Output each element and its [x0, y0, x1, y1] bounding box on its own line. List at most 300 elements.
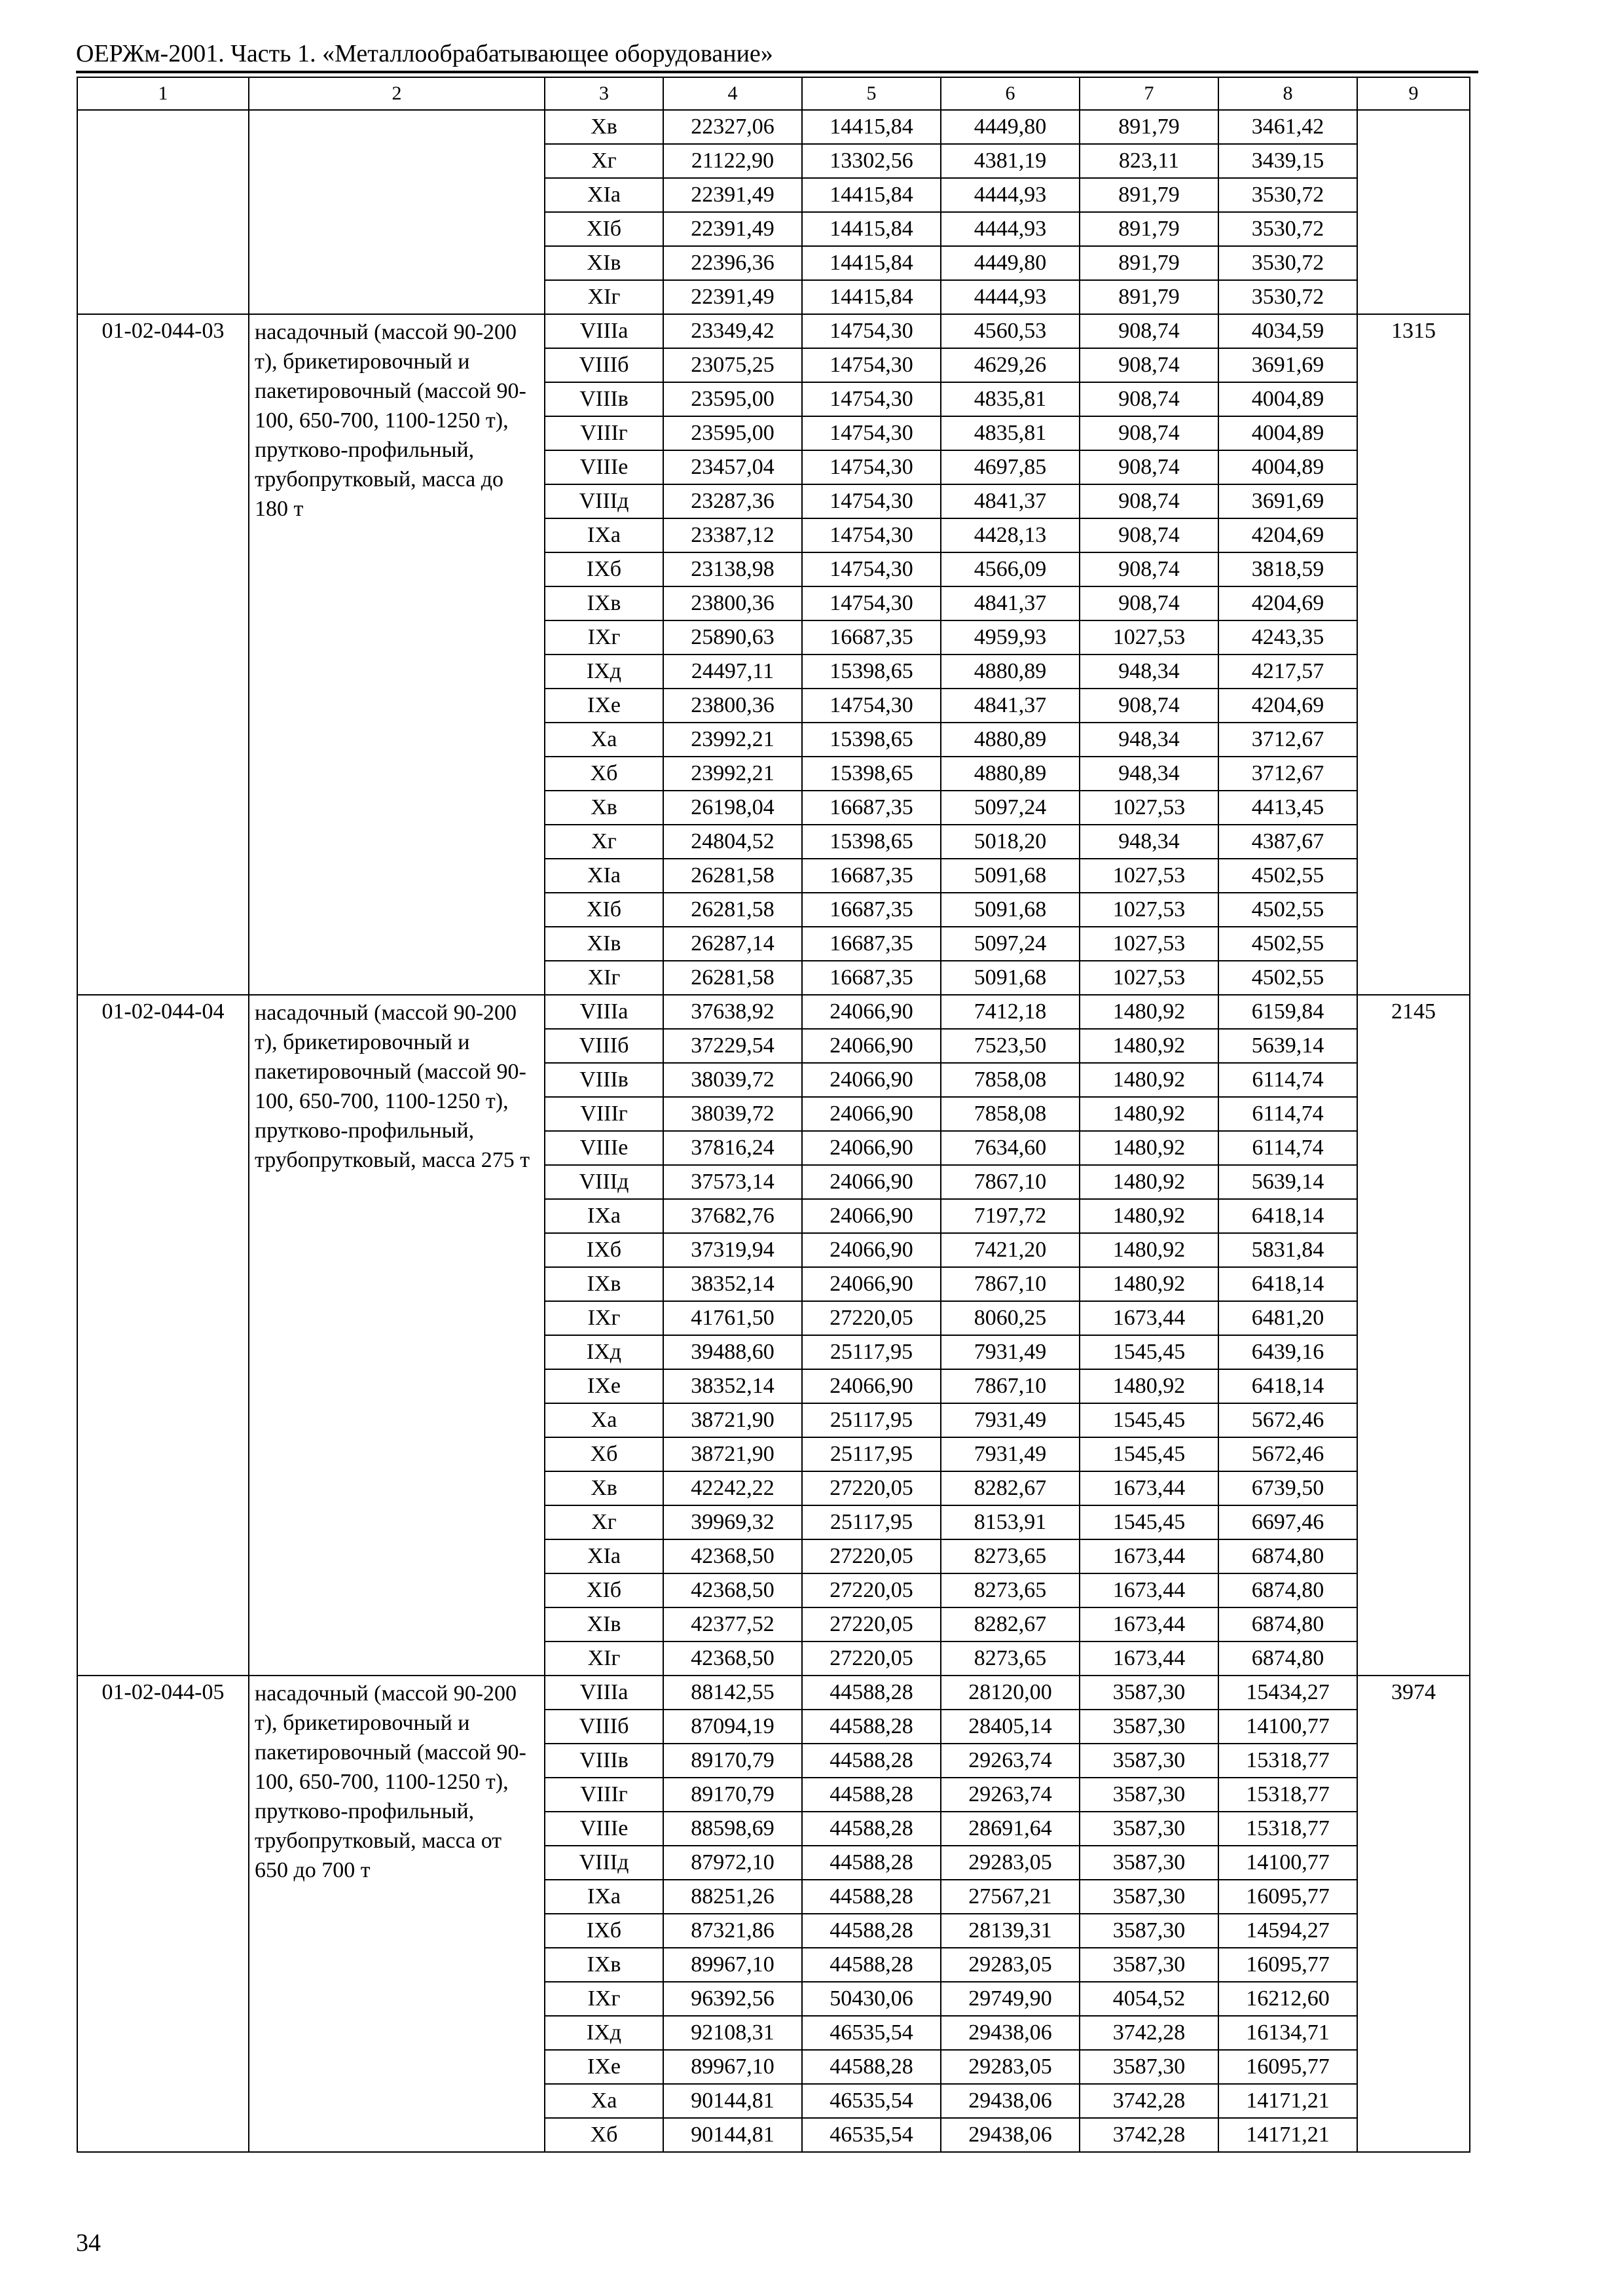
table-row	[77, 314, 1470, 348]
value-cell: 27220,05	[802, 1539, 941, 1573]
value-cell: 5091,68	[941, 893, 1080, 927]
value-cell: 1673,44	[1080, 1573, 1218, 1607]
zone-cell: Xг	[545, 144, 663, 178]
value-cell: 5639,14	[1218, 1165, 1357, 1199]
value-cell: 908,74	[1080, 586, 1218, 620]
value-cell: 16095,77	[1218, 2050, 1357, 2084]
rate-code	[77, 110, 249, 314]
col9-value: 2145	[1357, 995, 1470, 1676]
value-cell: 44588,28	[802, 1676, 941, 1710]
value-cell: 3530,72	[1218, 212, 1357, 246]
value-cell: 46535,54	[802, 2084, 941, 2118]
value-cell: 3742,28	[1080, 2118, 1218, 2152]
value-cell: 4204,69	[1218, 586, 1357, 620]
value-cell: 891,79	[1080, 246, 1218, 280]
value-cell: 1480,92	[1080, 1131, 1218, 1165]
value-cell: 6874,80	[1218, 1641, 1357, 1676]
value-cell: 6481,20	[1218, 1301, 1357, 1335]
value-cell: 8273,65	[941, 1573, 1080, 1607]
value-cell: 4841,37	[941, 586, 1080, 620]
value-cell: 42377,52	[663, 1607, 802, 1641]
value-cell: 948,34	[1080, 825, 1218, 859]
value-cell: 4502,55	[1218, 927, 1357, 961]
value-cell: 3587,30	[1080, 1812, 1218, 1846]
value-cell: 96392,56	[663, 1982, 802, 2016]
value-cell: 27220,05	[802, 1607, 941, 1641]
value-cell: 3461,42	[1218, 110, 1357, 144]
value-cell: 6874,80	[1218, 1573, 1357, 1607]
zone-cell: IXа	[545, 1880, 663, 1914]
value-cell: 14754,30	[802, 518, 941, 552]
value-cell: 14754,30	[802, 484, 941, 518]
value-cell: 22396,36	[663, 246, 802, 280]
value-cell: 16687,35	[802, 791, 941, 825]
value-cell: 14415,84	[802, 280, 941, 314]
zone-cell: XIв	[545, 246, 663, 280]
value-cell: 6418,14	[1218, 1199, 1357, 1233]
column-number: 4	[663, 77, 802, 110]
value-cell: 16687,35	[802, 927, 941, 961]
value-cell: 4428,13	[941, 518, 1080, 552]
value-cell: 29283,05	[941, 1846, 1080, 1880]
column-number: 8	[1218, 77, 1357, 110]
column-number: 1	[77, 77, 249, 110]
value-cell: 7858,08	[941, 1097, 1080, 1131]
value-cell: 3587,30	[1080, 1846, 1218, 1880]
value-cell: 4502,55	[1218, 893, 1357, 927]
value-cell: 823,11	[1080, 144, 1218, 178]
value-cell: 44588,28	[802, 1778, 941, 1812]
value-cell: 1480,92	[1080, 1063, 1218, 1097]
value-cell: 15398,65	[802, 655, 941, 689]
value-cell: 38039,72	[663, 1063, 802, 1097]
value-cell: 7858,08	[941, 1063, 1080, 1097]
value-cell: 26281,58	[663, 961, 802, 995]
zone-cell: VIIIв	[545, 382, 663, 416]
value-cell: 7523,50	[941, 1029, 1080, 1063]
column-number: 6	[941, 77, 1080, 110]
zone-cell: VIIIе	[545, 1131, 663, 1165]
value-cell: 7867,10	[941, 1369, 1080, 1403]
value-cell: 26198,04	[663, 791, 802, 825]
value-cell: 3587,30	[1080, 1744, 1218, 1778]
value-cell: 29438,06	[941, 2118, 1080, 2152]
value-cell: 8282,67	[941, 1607, 1080, 1641]
value-cell: 28139,31	[941, 1914, 1080, 1948]
zone-cell: IXг	[545, 1301, 663, 1335]
value-cell: 24066,90	[802, 1131, 941, 1165]
value-cell: 22391,49	[663, 178, 802, 212]
value-cell: 3691,69	[1218, 484, 1357, 518]
value-cell: 15398,65	[802, 825, 941, 859]
value-cell: 14594,27	[1218, 1914, 1357, 1948]
value-cell: 3742,28	[1080, 2016, 1218, 2050]
value-cell: 27220,05	[802, 1471, 941, 1505]
value-cell: 37319,94	[663, 1233, 802, 1267]
column-number: 7	[1080, 77, 1218, 110]
value-cell: 1027,53	[1080, 961, 1218, 995]
value-cell: 3587,30	[1080, 1710, 1218, 1744]
table-row	[77, 995, 1470, 1029]
value-cell: 27567,21	[941, 1880, 1080, 1914]
value-cell: 14415,84	[802, 246, 941, 280]
value-cell: 29283,05	[941, 1948, 1080, 1982]
zone-cell: XIа	[545, 1539, 663, 1573]
rate-description	[249, 110, 545, 314]
value-cell: 4204,69	[1218, 518, 1357, 552]
value-cell: 38721,90	[663, 1437, 802, 1471]
value-cell: 24066,90	[802, 1097, 941, 1131]
value-cell: 1545,45	[1080, 1403, 1218, 1437]
value-cell: 37229,54	[663, 1029, 802, 1063]
value-cell: 23595,00	[663, 382, 802, 416]
value-cell: 7412,18	[941, 995, 1080, 1029]
zone-cell: VIIIа	[545, 1676, 663, 1710]
value-cell: 42368,50	[663, 1539, 802, 1573]
value-cell: 24804,52	[663, 825, 802, 859]
rate-code: 01-02-044-03	[77, 314, 249, 995]
value-cell: 87972,10	[663, 1846, 802, 1880]
header-rule	[76, 71, 1478, 73]
value-cell: 8273,65	[941, 1641, 1080, 1676]
value-cell: 908,74	[1080, 450, 1218, 484]
value-cell: 28405,14	[941, 1710, 1080, 1744]
value-cell: 14415,84	[802, 212, 941, 246]
value-cell: 908,74	[1080, 382, 1218, 416]
value-cell: 6114,74	[1218, 1097, 1357, 1131]
value-cell: 6874,80	[1218, 1539, 1357, 1573]
zone-cell: Xв	[545, 1471, 663, 1505]
value-cell: 6739,50	[1218, 1471, 1357, 1505]
value-cell: 29749,90	[941, 1982, 1080, 2016]
value-cell: 1480,92	[1080, 1097, 1218, 1131]
value-cell: 1545,45	[1080, 1505, 1218, 1539]
value-cell: 5091,68	[941, 859, 1080, 893]
value-cell: 891,79	[1080, 178, 1218, 212]
value-cell: 4217,57	[1218, 655, 1357, 689]
value-cell: 89170,79	[663, 1778, 802, 1812]
value-cell: 37638,92	[663, 995, 802, 1029]
value-cell: 92108,31	[663, 2016, 802, 2050]
value-cell: 4835,81	[941, 382, 1080, 416]
value-cell: 4381,19	[941, 144, 1080, 178]
value-cell: 42368,50	[663, 1573, 802, 1607]
value-cell: 891,79	[1080, 280, 1218, 314]
table-row	[77, 110, 1470, 144]
zone-cell: VIIIд	[545, 1165, 663, 1199]
value-cell: 1480,92	[1080, 1029, 1218, 1063]
value-cell: 15318,77	[1218, 1812, 1357, 1846]
col9-value	[1357, 110, 1470, 314]
value-cell: 14100,77	[1218, 1846, 1357, 1880]
value-cell: 7931,49	[941, 1403, 1080, 1437]
value-cell: 38352,14	[663, 1267, 802, 1301]
value-cell: 44588,28	[802, 2050, 941, 2084]
value-cell: 1673,44	[1080, 1607, 1218, 1641]
zone-cell: Xа	[545, 1403, 663, 1437]
value-cell: 14754,30	[802, 314, 941, 348]
value-cell: 44588,28	[802, 1880, 941, 1914]
zone-cell: XIа	[545, 859, 663, 893]
value-cell: 6159,84	[1218, 995, 1357, 1029]
value-cell: 3587,30	[1080, 1948, 1218, 1982]
value-cell: 5672,46	[1218, 1403, 1357, 1437]
value-cell: 23075,25	[663, 348, 802, 382]
value-cell: 24066,90	[802, 995, 941, 1029]
value-cell: 14754,30	[802, 416, 941, 450]
value-cell: 23457,04	[663, 450, 802, 484]
zone-cell: XIб	[545, 1573, 663, 1607]
value-cell: 29263,74	[941, 1778, 1080, 1812]
value-cell: 26281,58	[663, 893, 802, 927]
zone-cell: IXа	[545, 518, 663, 552]
value-cell: 23992,21	[663, 723, 802, 757]
value-cell: 42368,50	[663, 1641, 802, 1676]
value-cell: 7931,49	[941, 1335, 1080, 1369]
value-cell: 3530,72	[1218, 178, 1357, 212]
table-body	[77, 77, 1470, 2152]
value-cell: 21122,90	[663, 144, 802, 178]
value-cell: 89967,10	[663, 1948, 802, 1982]
value-cell: 15318,77	[1218, 1778, 1357, 1812]
value-cell: 948,34	[1080, 655, 1218, 689]
value-cell: 3530,72	[1218, 246, 1357, 280]
value-cell: 41761,50	[663, 1301, 802, 1335]
zone-cell: IXд	[545, 1335, 663, 1369]
zone-cell: Xв	[545, 791, 663, 825]
value-cell: 5091,68	[941, 961, 1080, 995]
zone-cell: IXб	[545, 552, 663, 586]
value-cell: 3587,30	[1080, 1914, 1218, 1948]
value-cell: 4560,53	[941, 314, 1080, 348]
zone-cell: VIIIе	[545, 450, 663, 484]
zone-cell: IXб	[545, 1233, 663, 1267]
value-cell: 908,74	[1080, 689, 1218, 723]
value-cell: 4502,55	[1218, 961, 1357, 995]
zone-cell: XIа	[545, 178, 663, 212]
value-cell: 1545,45	[1080, 1437, 1218, 1471]
rates-table	[77, 77, 1470, 2153]
value-cell: 7197,72	[941, 1199, 1080, 1233]
value-cell: 38352,14	[663, 1369, 802, 1403]
value-cell: 46535,54	[802, 2118, 941, 2152]
zone-cell: XIв	[545, 927, 663, 961]
value-cell: 3530,72	[1218, 280, 1357, 314]
value-cell: 5097,24	[941, 791, 1080, 825]
value-cell: 15318,77	[1218, 1744, 1357, 1778]
value-cell: 5831,84	[1218, 1233, 1357, 1267]
value-cell: 4502,55	[1218, 859, 1357, 893]
zone-cell: VIIIе	[545, 1812, 663, 1846]
zone-cell: Xб	[545, 757, 663, 791]
value-cell: 23800,36	[663, 586, 802, 620]
zone-cell: IXв	[545, 1267, 663, 1301]
value-cell: 44588,28	[802, 1846, 941, 1880]
rate-code: 01-02-044-04	[77, 995, 249, 1676]
zone-cell: VIIIв	[545, 1744, 663, 1778]
value-cell: 90144,81	[663, 2118, 802, 2152]
value-cell: 6114,74	[1218, 1063, 1357, 1097]
zone-cell: XIв	[545, 1607, 663, 1641]
value-cell: 3587,30	[1080, 2050, 1218, 2084]
value-cell: 15398,65	[802, 723, 941, 757]
zone-cell: IXе	[545, 2050, 663, 2084]
value-cell: 4566,09	[941, 552, 1080, 586]
value-cell: 3818,59	[1218, 552, 1357, 586]
value-cell: 7634,60	[941, 1131, 1080, 1165]
value-cell: 22391,49	[663, 212, 802, 246]
value-cell: 26281,58	[663, 859, 802, 893]
value-cell: 948,34	[1080, 723, 1218, 757]
value-cell: 4835,81	[941, 416, 1080, 450]
value-cell: 24066,90	[802, 1199, 941, 1233]
value-cell: 23595,00	[663, 416, 802, 450]
value-cell: 26287,14	[663, 927, 802, 961]
value-cell: 8282,67	[941, 1471, 1080, 1505]
value-cell: 6874,80	[1218, 1607, 1357, 1641]
value-cell: 4054,52	[1080, 1982, 1218, 2016]
value-cell: 23287,36	[663, 484, 802, 518]
value-cell: 27220,05	[802, 1301, 941, 1335]
rate-code: 01-02-044-05	[77, 1676, 249, 2152]
value-cell: 1027,53	[1080, 927, 1218, 961]
zone-cell: IXб	[545, 1914, 663, 1948]
zone-cell: VIIIд	[545, 1846, 663, 1880]
value-cell: 39488,60	[663, 1335, 802, 1369]
value-cell: 14100,77	[1218, 1710, 1357, 1744]
value-cell: 27220,05	[802, 1573, 941, 1607]
value-cell: 23138,98	[663, 552, 802, 586]
value-cell: 1480,92	[1080, 1199, 1218, 1233]
zone-cell: Xа	[545, 2084, 663, 2118]
value-cell: 1480,92	[1080, 995, 1218, 1029]
value-cell: 4444,93	[941, 178, 1080, 212]
value-cell: 908,74	[1080, 314, 1218, 348]
value-cell: 24066,90	[802, 1233, 941, 1267]
value-cell: 23349,42	[663, 314, 802, 348]
value-cell: 16212,60	[1218, 1982, 1357, 2016]
value-cell: 4841,37	[941, 484, 1080, 518]
zone-cell: IXа	[545, 1199, 663, 1233]
value-cell: 16095,77	[1218, 1948, 1357, 1982]
column-number: 3	[545, 77, 663, 110]
value-cell: 14754,30	[802, 586, 941, 620]
value-cell: 16687,35	[802, 893, 941, 927]
value-cell: 88598,69	[663, 1812, 802, 1846]
zone-cell: VIIIг	[545, 1097, 663, 1131]
value-cell: 25117,95	[802, 1403, 941, 1437]
zone-cell: VIIIа	[545, 995, 663, 1029]
value-cell: 1480,92	[1080, 1267, 1218, 1301]
value-cell: 22391,49	[663, 280, 802, 314]
value-cell: 28120,00	[941, 1676, 1080, 1710]
zone-cell: Xг	[545, 1505, 663, 1539]
value-cell: 5672,46	[1218, 1437, 1357, 1471]
value-cell: 15434,27	[1218, 1676, 1357, 1710]
value-cell: 14754,30	[802, 348, 941, 382]
value-cell: 37573,14	[663, 1165, 802, 1199]
value-cell: 4243,35	[1218, 620, 1357, 655]
value-cell: 5018,20	[941, 825, 1080, 859]
value-cell: 88142,55	[663, 1676, 802, 1710]
zone-cell: IXг	[545, 620, 663, 655]
value-cell: 14754,30	[802, 382, 941, 416]
value-cell: 1027,53	[1080, 791, 1218, 825]
value-cell: 908,74	[1080, 348, 1218, 382]
value-cell: 14754,30	[802, 552, 941, 586]
value-cell: 7867,10	[941, 1267, 1080, 1301]
value-cell: 13302,56	[802, 144, 941, 178]
value-cell: 22327,06	[663, 110, 802, 144]
zone-cell: Xб	[545, 1437, 663, 1471]
value-cell: 3691,69	[1218, 348, 1357, 382]
rate-description: насадочный (массой 90-200 т), брикетировочный и пакетировочный (массой 90-100, 650-700, 1100-1250 т), прутково-профильный, трубопрутковый, масса 275 т	[249, 995, 545, 1676]
value-cell: 8273,65	[941, 1539, 1080, 1573]
value-cell: 4449,80	[941, 246, 1080, 280]
value-cell: 1480,92	[1080, 1165, 1218, 1199]
value-cell: 24066,90	[802, 1063, 941, 1097]
zone-cell: IXе	[545, 1369, 663, 1403]
zone-cell: Xг	[545, 825, 663, 859]
value-cell: 908,74	[1080, 518, 1218, 552]
value-cell: 23800,36	[663, 689, 802, 723]
value-cell: 44588,28	[802, 1948, 941, 1982]
value-cell: 14754,30	[802, 450, 941, 484]
zone-cell: VIIIг	[545, 416, 663, 450]
value-cell: 4413,45	[1218, 791, 1357, 825]
column-number: 2	[249, 77, 545, 110]
zone-cell: XIг	[545, 961, 663, 995]
value-cell: 38721,90	[663, 1403, 802, 1437]
value-cell: 4034,59	[1218, 314, 1357, 348]
value-cell: 4841,37	[941, 689, 1080, 723]
zone-cell: VIIIв	[545, 1063, 663, 1097]
zone-cell: Xв	[545, 110, 663, 144]
value-cell: 44588,28	[802, 1744, 941, 1778]
value-cell: 42242,22	[663, 1471, 802, 1505]
value-cell: 24497,11	[663, 655, 802, 689]
zone-cell: VIIIа	[545, 314, 663, 348]
value-cell: 1673,44	[1080, 1471, 1218, 1505]
value-cell: 4004,89	[1218, 450, 1357, 484]
value-cell: 89967,10	[663, 2050, 802, 2084]
zone-cell: IXг	[545, 1982, 663, 2016]
value-cell: 29283,05	[941, 2050, 1080, 2084]
value-cell: 90144,81	[663, 2084, 802, 2118]
value-cell: 1027,53	[1080, 620, 1218, 655]
value-cell: 16687,35	[802, 859, 941, 893]
value-cell: 3587,30	[1080, 1676, 1218, 1710]
value-cell: 4880,89	[941, 655, 1080, 689]
value-cell: 87094,19	[663, 1710, 802, 1744]
value-cell: 4387,67	[1218, 825, 1357, 859]
value-cell: 24066,90	[802, 1369, 941, 1403]
value-cell: 25117,95	[802, 1437, 941, 1471]
value-cell: 7421,20	[941, 1233, 1080, 1267]
zone-cell: VIIIб	[545, 1029, 663, 1063]
value-cell: 891,79	[1080, 212, 1218, 246]
zone-cell: VIIIб	[545, 1710, 663, 1744]
col9-value: 1315	[1357, 314, 1470, 995]
value-cell: 50430,06	[802, 1982, 941, 2016]
page-number: 34	[76, 2229, 101, 2257]
value-cell: 24066,90	[802, 1029, 941, 1063]
value-cell: 5639,14	[1218, 1029, 1357, 1063]
value-cell: 25890,63	[663, 620, 802, 655]
value-cell: 29438,06	[941, 2084, 1080, 2118]
value-cell: 14171,21	[1218, 2084, 1357, 2118]
column-number: 5	[802, 77, 941, 110]
